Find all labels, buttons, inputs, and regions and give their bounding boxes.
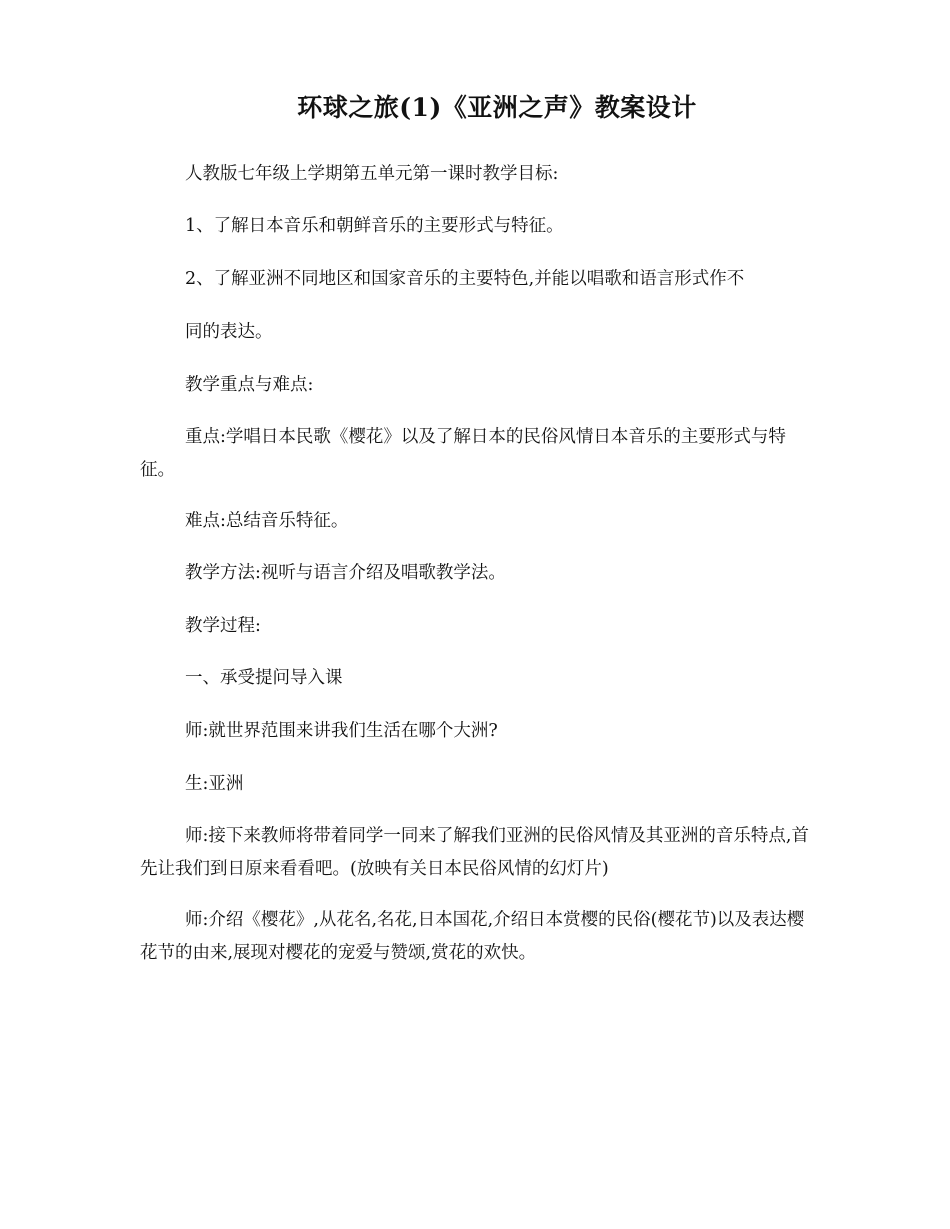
paragraph-teacher-question: 师:就世界范围来讲我们生活在哪个大洲? <box>185 721 498 741</box>
paragraph-teaching-process-heading: 教学过程: <box>185 616 261 636</box>
paragraph-key-point: 重点:学唱日本民歌《樱花》以及了解日本的民俗风情日本音乐的主要形式与特征。 <box>140 427 786 480</box>
paragraph-teaching-goals-intro: 人教版七年级上学期第五单元第一课时教学目标: <box>185 164 559 184</box>
paragraph-teaching-method: 教学方法:视听与语言介绍及唱歌教学法。 <box>185 563 506 583</box>
paragraph-student-answer: 生:亚洲 <box>185 774 244 794</box>
document-title: 环球之旅(1)《亚洲之声》教案设计 <box>297 93 697 122</box>
paragraph-teacher-intro-asia: 师:接下来教师将带着同学一同来了解我们亚洲的民俗风情及其亚洲的音乐特点,首先让我们到日原来看看吧。(放映有关日本民俗风情的幻灯片) <box>140 826 809 879</box>
paragraph-difficult-point: 难点:总结音乐特征。 <box>185 511 349 531</box>
paragraph-goal-2: 2、了解亚洲不同地区和国家音乐的主要特色,并能以唱歌和语言形式作不 <box>185 269 745 289</box>
paragraph-section-1-heading: 一、承受提问导入课 <box>185 668 343 688</box>
paragraph-goal-1: 1、了解日本音乐和朝鲜音乐的主要形式与特征。 <box>185 216 564 236</box>
paragraph-teacher-sakura: 师:介绍《樱花》,从花名,名花,日本国花,介绍日本赏樱的民俗(樱花节)以及表达樱花节的由来,展现对樱花的宠爱与赞颂,赏花的欢快。 <box>140 910 805 963</box>
paragraph-goal-2-continued: 同的表达。 <box>185 322 273 342</box>
paragraph-key-points-heading: 教学重点与难点: <box>185 375 314 395</box>
